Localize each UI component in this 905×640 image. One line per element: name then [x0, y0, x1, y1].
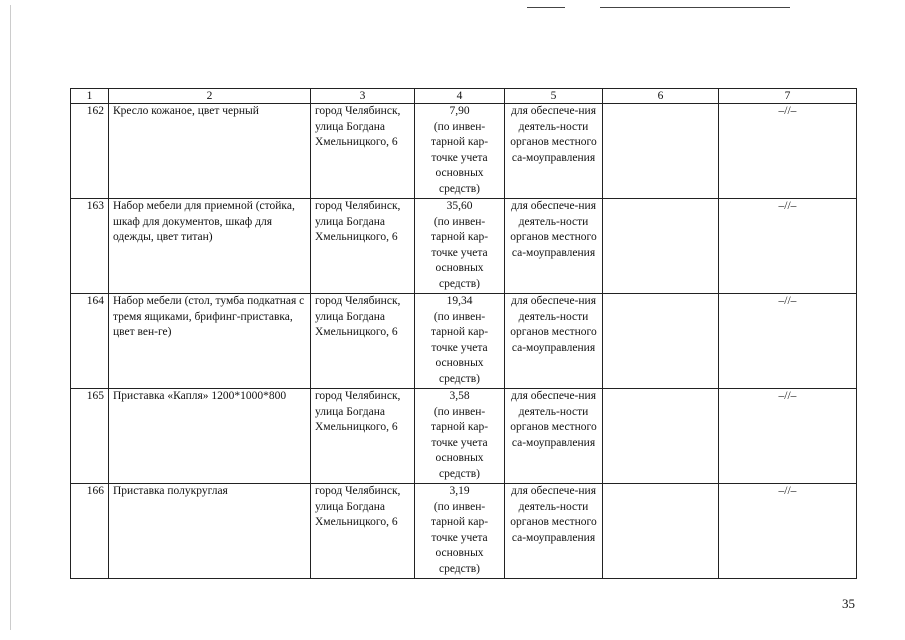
item-name: Приставка полукруглая	[109, 484, 311, 579]
table-row	[71, 104, 857, 199]
item-purpose: для обеспече-ния деятель-ности органов местного са-моуправления	[505, 199, 603, 294]
row-number: 162	[71, 104, 109, 199]
item-value	[415, 199, 505, 294]
row-number: 165	[71, 389, 109, 484]
column-header-2: 2	[109, 89, 311, 104]
column-header-5: 5	[505, 89, 603, 104]
value-note: (по инвен-тарной кар-точке учета основных средств)	[430, 215, 489, 290]
item-name: Набор мебели (стол, тумба подкатная с тремя ящиками, брифинг-приставка, цвет вен-ге)	[109, 294, 311, 389]
item-name: Приставка «Капля» 1200*1000*800	[109, 389, 311, 484]
item-col7: –//–	[719, 294, 857, 389]
item-col6	[603, 104, 719, 199]
scan-artifact-top-1	[527, 7, 565, 8]
table-row	[71, 389, 857, 484]
item-purpose: для обеспече-ния деятель-ности органов местного са-моуправления	[505, 104, 603, 199]
item-name: Кресло кожаное, цвет черный	[109, 104, 311, 199]
item-col6	[603, 484, 719, 579]
item-address: город Челябинск, улица Богдана Хмельницкого, 6	[311, 104, 415, 199]
item-col6	[603, 199, 719, 294]
header-row	[71, 89, 857, 104]
value-note: (по инвен-тарной кар-точке учета основных средств)	[430, 500, 489, 575]
item-col7: –//–	[719, 199, 857, 294]
item-col6	[603, 294, 719, 389]
table-row	[71, 484, 857, 579]
item-address: город Челябинск, улица Богдана Хмельницкого, 6	[311, 389, 415, 484]
item-address: город Челябинск, улица Богдана Хмельницкого, 6	[311, 199, 415, 294]
item-value	[415, 294, 505, 389]
value-amount: 7,90	[449, 105, 470, 117]
table-row	[71, 294, 857, 389]
value-note: (по инвен-тарной кар-точке учета основных средств)	[430, 405, 489, 480]
column-header-1: 1	[71, 89, 109, 104]
item-purpose: для обеспече-ния деятель-ности органов местного са-моуправления	[505, 389, 603, 484]
scan-artifact-top-2	[600, 7, 790, 8]
page-number: 35	[842, 596, 855, 611]
value-amount: 3,19	[449, 485, 470, 497]
value-note: (по инвен-тарной кар-точке учета основных средств)	[430, 120, 489, 195]
table-row	[71, 199, 857, 294]
value-amount: 35,60	[446, 200, 473, 212]
item-col7: –//–	[719, 484, 857, 579]
row-number: 163	[71, 199, 109, 294]
item-name: Набор мебели для приемной (стойка, шкаф для документов, шкаф для одежды, цвет титан)	[109, 199, 311, 294]
value-amount: 3,58	[449, 390, 470, 402]
item-value	[415, 484, 505, 579]
value-note: (по инвен-тарной кар-точке учета основных средств)	[430, 310, 489, 385]
column-header-3: 3	[311, 89, 415, 104]
item-value	[415, 389, 505, 484]
column-header-4: 4	[415, 89, 505, 104]
item-col7: –//–	[719, 104, 857, 199]
column-header-7: 7	[719, 89, 857, 104]
item-purpose: для обеспече-ния деятель-ности органов местного са-моуправления	[505, 484, 603, 579]
scan-artifact-left	[10, 5, 11, 630]
item-address: город Челябинск, улица Богдана Хмельницкого, 6	[311, 484, 415, 579]
row-number: 164	[71, 294, 109, 389]
row-number: 166	[71, 484, 109, 579]
item-purpose: для обеспече-ния деятель-ности органов местного са-моуправления	[505, 294, 603, 389]
item-address: город Челябинск, улица Богдана Хмельницкого, 6	[311, 294, 415, 389]
inventory-table	[70, 88, 857, 579]
item-col6	[603, 389, 719, 484]
item-col7: –//–	[719, 389, 857, 484]
value-amount: 19,34	[446, 295, 473, 307]
column-header-6: 6	[603, 89, 719, 104]
item-value	[415, 104, 505, 199]
